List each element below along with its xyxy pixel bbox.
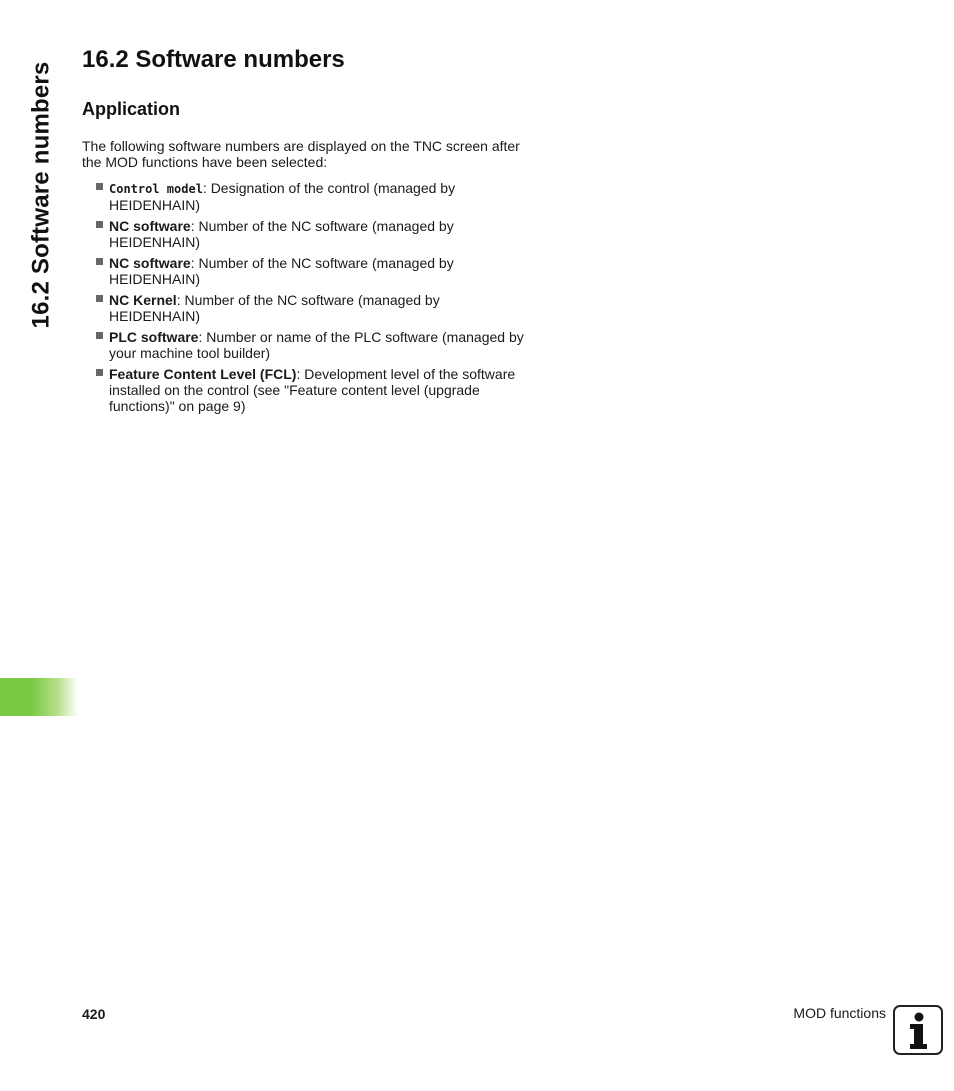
list-item-term: PLC software [109, 329, 199, 345]
list-item-term: NC software [109, 218, 191, 234]
square-bullet-icon [96, 183, 103, 190]
section-heading: Application [82, 99, 180, 119]
page-title: 16.2 Software numbers [82, 46, 345, 73]
list-item-text: : Number of the NC software (managed by HEIDENHAIN) [109, 255, 454, 287]
list-item-text: : Development level of the software installed on the control (see "Feature content level (upgrade functions)" on page 9) [109, 366, 516, 414]
list-item-term: NC software [109, 255, 191, 271]
square-bullet-icon [96, 295, 103, 302]
list-item-text: : Number of the NC software (managed by HEIDENHAIN) [109, 218, 454, 250]
list-item-term: NC Kernel [109, 292, 177, 308]
footer-chapter-name: MOD functions [793, 1005, 886, 1021]
side-chapter-title-text: 16.2 Software numbers [27, 61, 54, 329]
info-glyph [895, 1007, 941, 1053]
intro-paragraph: The following software numbers are displayed on the TNC screen after the MOD functions have been selected: [82, 138, 520, 170]
side-chapter-title [24, 50, 58, 340]
list-item-term: Control model [109, 182, 203, 196]
list-item [96, 255, 528, 287]
list-item [96, 218, 528, 250]
square-bullet-icon [96, 332, 103, 339]
square-bullet-icon [96, 369, 103, 376]
list-item [96, 329, 528, 361]
chapter-tab-marker [0, 678, 78, 716]
list-item-term: Feature Content Level (FCL) [109, 366, 297, 382]
list-item-text: : Designation of the control (managed by HEIDENHAIN) [109, 180, 456, 213]
info-icon [893, 1005, 943, 1055]
square-bullet-icon [96, 221, 103, 228]
list-item [96, 180, 528, 213]
square-bullet-icon [96, 258, 103, 265]
list-item-text: : Number or name of the PLC software (managed by your machine tool builder) [109, 329, 524, 361]
list-item [96, 366, 528, 414]
list-item [96, 292, 528, 324]
page-number: 420 [82, 1006, 106, 1022]
software-number-list [96, 180, 528, 419]
list-item-text: : Number of the NC software (managed by HEIDENHAIN) [109, 292, 440, 324]
